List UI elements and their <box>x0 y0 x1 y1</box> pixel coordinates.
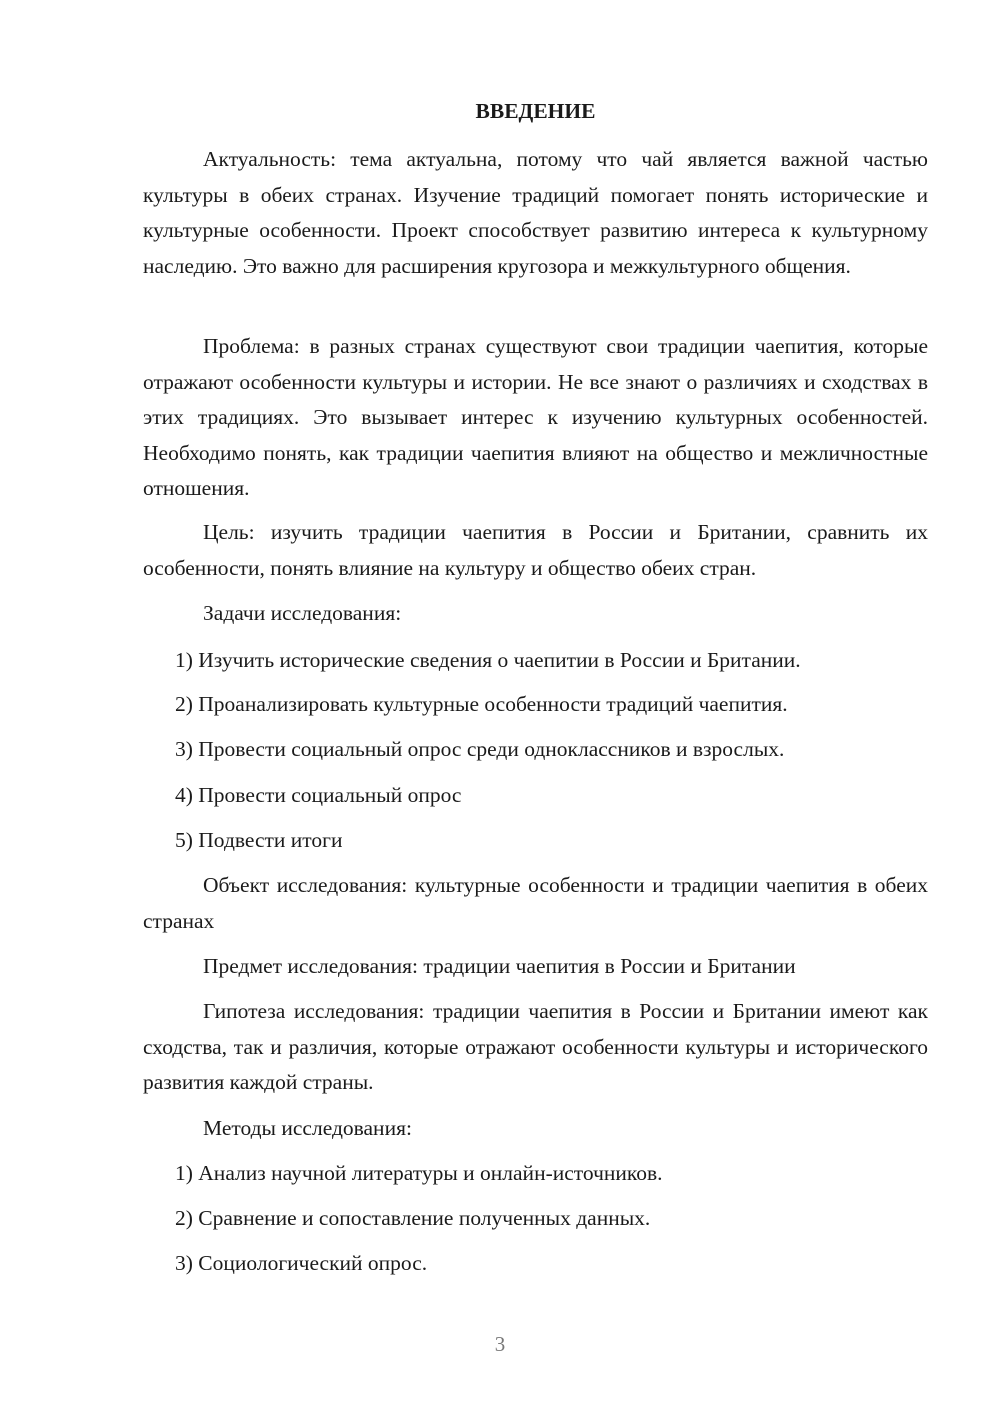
task-item: 3) Провести социальный опрос среди одноклассников и взрослых. <box>175 737 785 761</box>
tasks-heading: Задачи исследования: <box>203 601 402 625</box>
page-title: ВВЕДЕНИЕ <box>475 99 596 123</box>
method-item: 3) Социологический опрос. <box>175 1251 428 1275</box>
paragraph-object: Объект исследования: культурные особенности и традиции чаепития в обеих странах <box>143 873 928 933</box>
paragraph-goal: Цель: изучить традиции чаепития в России и Британии, сравнить их особенности, понять влияние на культуру и общество обеих стран. <box>143 520 928 580</box>
task-item: 4) Провести социальный опрос <box>175 783 462 807</box>
paragraph-relevance: Актуальность: тема актуальна, потому что чай является важной частью культуры в обеих странах. Изучение традиций помогает понять исторические и культурные особенности. Проект способствует развитию интереса к культурному наследию. Это важно для расширения кругозора и межкультурного общения. <box>143 147 928 278</box>
paragraph-problem: Проблема: в разных странах существуют свои традиции чаепития, которые отражают особенности культуры и истории. Не все знают о различиях и сходствах в этих традициях. Это вызывает интерес к изучению культурных особенностей. Необходимо понять, как традиции чаепития влияют на общество и межличностные отношения. <box>143 334 928 500</box>
paragraph-hypothesis: Гипотеза исследования: традиции чаепития в России и Британии имеют как сходства, так и различия, которые отражают особенности культуры и исторического развития каждой страны. <box>143 999 928 1094</box>
task-item: 5) Подвести итоги <box>175 828 343 852</box>
method-item: 2) Сравнение и сопоставление полученных данных. <box>175 1206 651 1230</box>
page-number: 3 <box>494 1332 506 1356</box>
task-item: 2) Проанализировать культурные особенности традиций чаепития. <box>175 692 788 716</box>
methods-heading: Методы исследования: <box>203 1116 412 1140</box>
paragraph-subject: Предмет исследования: традиции чаепития в России и Британии <box>203 954 796 978</box>
task-item: 1) Изучить исторические сведения о чаепитии в России и Британии. <box>175 648 801 672</box>
method-item: 1) Анализ научной литературы и онлайн-источников. <box>175 1161 663 1185</box>
